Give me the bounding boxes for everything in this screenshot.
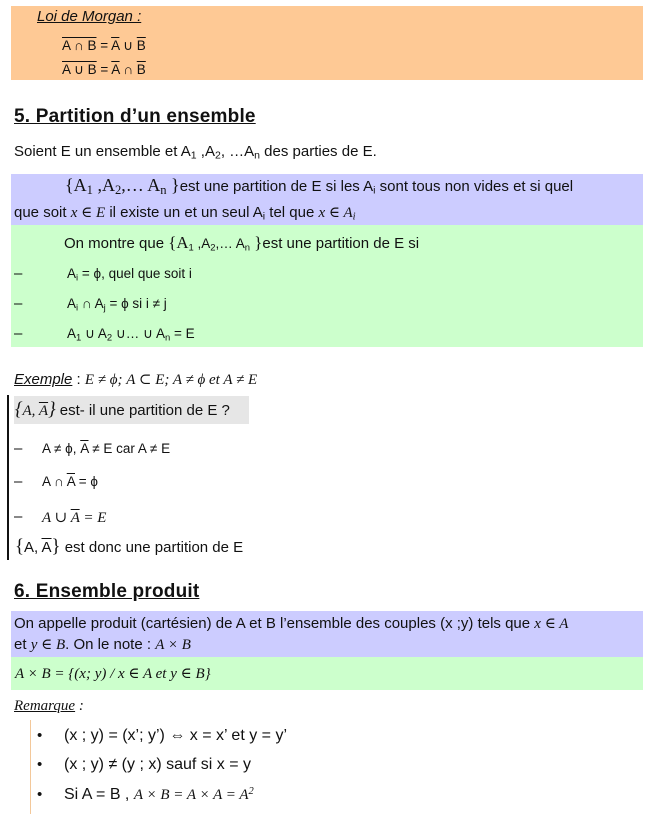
math-text: A [67,326,77,341]
math-text: x ∈ A [318,205,353,221]
brace-close: } [51,536,61,557]
subscript: n [164,332,171,344]
margin-line [30,720,31,814]
dash-bullet: – [14,325,23,342]
subscript: i [262,210,266,223]
condition-disjoint [67,296,167,314]
partition-conditions-box [11,225,643,347]
question-line [15,399,230,421]
remark-item-3 [64,786,254,804]
dash-bullet: – [14,440,23,457]
set-element-complement: $\overline{A}$ [41,539,52,556]
math-text: A × B = A × A = A [133,787,249,803]
math-text: ∩ A [78,296,104,311]
bullet: • [37,786,43,803]
set-a-abar [15,399,56,420]
dash-bullet: – [14,473,23,490]
set-mid: ,A [193,236,211,251]
definition-text: sont tous non vides et si quel [375,178,574,195]
subscript: n [254,149,261,162]
subscript: j [103,302,106,314]
partition-set [168,233,263,254]
definition-text: On appelle produit (cartésien) de A et B l’ensemble des couples (x ;y) tels que [14,615,535,632]
equals: = [96,38,112,53]
definition-text: tel que [265,204,319,221]
morgan-law-1 [62,38,146,54]
set-element: A, [24,539,42,556]
question-highlight [14,396,249,424]
subscript: 1 [188,242,194,254]
set-mid: ,… A [215,236,245,251]
example-item-1 [42,441,170,456]
math-square [134,787,254,803]
intro-text: ,A [196,143,215,160]
remark-line [14,698,84,715]
brace-open: { [15,399,23,420]
subscript: 1 [190,149,197,162]
bullet: • [37,756,43,773]
operator: ∩ [119,62,137,77]
definition-text: et [14,636,31,653]
definition-text: . On le note : [65,636,156,653]
math-x-in-e: x ∈ E [70,205,106,221]
intro-text: , …A [220,143,255,160]
set-element: A, [22,403,39,419]
partition-definition-box [11,174,643,225]
morgan-law-2 [62,62,146,78]
math-text: A ∩ [42,474,67,489]
intro-text: des parties de E. [260,143,377,160]
condition-union [67,326,195,342]
brace-open: { [15,536,24,557]
subscript: 1 [86,183,93,198]
complement-a: $\overline{A}$ [111,62,120,77]
remark-text: Si A = B , [64,786,134,803]
product-definition-line-1 [14,614,568,633]
product-formula: A × B = {(x; y) / x ∈ A et y ∈ B} [15,666,211,682]
morgan-title: Loi de Morgan : [37,8,142,25]
complement-b: $\overline{B}$ [136,62,146,77]
definition-text: il existe un et un seul A [105,204,263,221]
remark-item-2: (x ; y) ≠ (y ; x) sauf si x = y [64,756,252,773]
math-a-times-b: A × B [155,637,191,653]
math-y-in-b: y ∈ B [30,637,66,653]
definition-text: est une partition de E si les A [179,178,374,195]
example-math: E ≠ ϕ; A ⊂ E; A ≠ ϕ et A ≠ E [84,372,258,388]
bullet: • [37,727,43,744]
subscript: 2 [114,183,122,198]
math-x-in-ai [318,205,355,221]
partition-set [65,175,180,198]
subscript: 1 [76,332,82,344]
conditions-text: est une partition de E si [262,235,420,252]
dash-bullet: – [14,508,23,525]
morgan-law-1-lhs: A ∩ B [62,38,97,53]
conditions-intro [64,233,419,253]
set-open: {A [168,233,189,252]
product-definition-box [11,611,643,657]
math-x-in-a: x ∈ A [534,616,569,632]
complement-a: $\overline{A}$ [80,441,89,456]
math-text: = ϕ [75,474,98,489]
math-text: A ≠ ϕ, [42,441,81,456]
morgan-law-2-lhs: A ∪ B [62,62,97,77]
equals: = [96,62,112,77]
set-open: {A [65,175,87,195]
set-a-abar [15,536,61,557]
margin-line [7,395,9,560]
math-text: ≠ E car A ≠ E [88,441,171,456]
product-formula-box [11,657,643,690]
dash-bullet: – [14,295,23,312]
section-5-intro [14,143,377,160]
product-definition-line-2 [14,635,191,654]
complement-b: $\overline{B}$ [136,38,146,53]
superscript: 2 [248,785,254,797]
definition-text: que soit [14,204,71,221]
remark-item-1: (x ; y) = (x’; y’) ⇔ x = x’ et y = y’ [64,727,287,744]
operator: ∪ [119,38,137,53]
definition-line-2 [14,203,356,222]
intro-text: Soient E un ensemble et A [14,143,191,160]
conditions-text: On montre que [64,235,169,252]
example-item-2 [42,474,98,489]
math-text: ∪… ∪ A [112,326,165,341]
complement-a: $\overline{A}$ [70,510,80,526]
subscript: 2 [210,242,216,254]
morgan-box [11,6,643,80]
set-mid: ,… A [121,175,161,195]
subscript: i [373,184,376,197]
example-conclusion [15,536,243,558]
math-text: = ϕ, quel que soit i [78,266,192,281]
brace-close: } [48,399,56,420]
remark-label: Remarque [14,698,76,714]
math-text: ∪ A [81,326,107,341]
example-item-3 [42,508,106,527]
math-text: A [67,296,77,311]
subscript: 2 [106,332,113,344]
subscript: i [76,302,79,314]
subscript: n [244,242,251,254]
math-text: A ∪ [42,510,71,526]
colon: : [72,371,85,388]
subscript: 2 [214,149,221,162]
set-close: } [250,233,263,252]
set-close: } [166,175,180,195]
example-line [14,370,257,389]
complement-a: $\overline{A}$ [66,474,75,489]
example-label: Exemple [14,371,73,388]
subscript: i [76,272,79,284]
conclusion-text: est donc une partition de E [60,539,244,556]
section-6-heading: 6. Ensemble produit [14,581,200,602]
question-text: est- il une partition de E ? [55,402,230,419]
complement-a: $\overline{A}$ [111,38,120,53]
colon: : [75,698,84,714]
set-mid: ,A [92,175,115,195]
definition-line-1 [65,175,573,196]
section-5-heading: 5. Partition d’un ensemble [14,106,256,127]
math-text: A [67,266,77,281]
set-element-complement: $\overline{A}$ [38,403,49,419]
math-text: = E [170,326,195,341]
math-text: = E [79,510,107,526]
subscript: i [352,211,356,223]
condition-nonempty [67,266,192,284]
subscript: n [160,183,167,198]
dash-bullet: – [14,265,23,282]
math-text: = ϕ si i ≠ j [105,296,167,311]
